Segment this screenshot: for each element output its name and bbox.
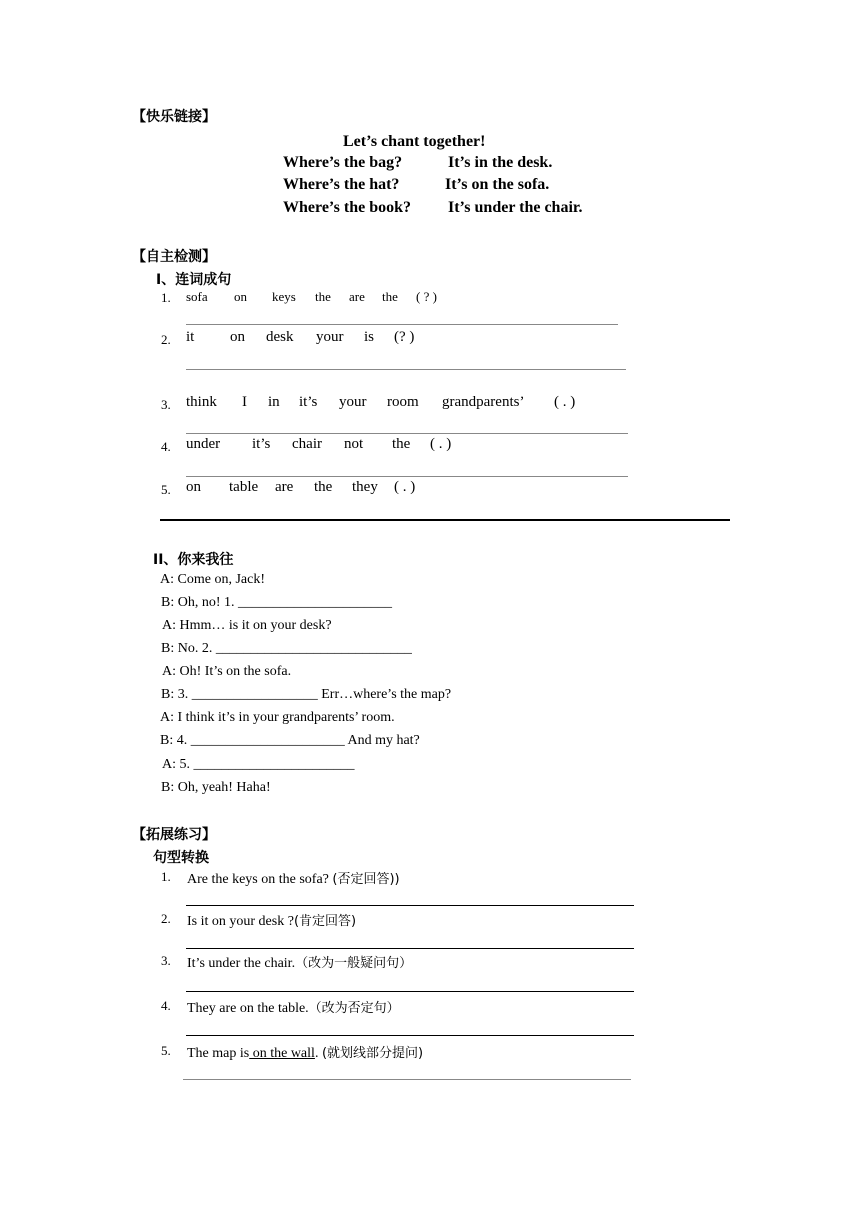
answer-line[interactable] (183, 1079, 631, 1080)
word: chair (292, 436, 322, 452)
chant-question: Where’s the hat? (283, 176, 400, 193)
dialogue-line: A: Come on, Jack! (160, 572, 265, 587)
word: the (315, 289, 331, 304)
scrambled-words (186, 394, 575, 411)
section-heading-self-check: 【自主检测】 (132, 249, 216, 265)
instruction: （改为否定句） (308, 1001, 400, 1016)
dialogue-line: B: 3. __________________ Err…where’s the map? (161, 687, 452, 702)
answer-line[interactable] (186, 948, 634, 949)
item-number: 1. (161, 869, 171, 884)
dialogue-line: B: No. 2. ____________________________ (161, 641, 412, 656)
sentence-transform-title: 句型转换 (153, 850, 209, 866)
sentence-text: Is it on your desk ? (187, 914, 294, 929)
chant-question: Where’s the bag? (283, 154, 403, 171)
transform-sentence (187, 868, 400, 888)
word: it’s (299, 394, 318, 410)
sentence-text: The map is (187, 1046, 250, 1061)
item-number: 3. (161, 953, 171, 968)
word: on (230, 329, 245, 345)
item-number: 3. (161, 397, 171, 412)
chant-answer: It’s under the chair. (448, 199, 583, 216)
item-number: 4. (161, 998, 171, 1013)
word: ( . ) (430, 436, 452, 452)
answer-line[interactable] (186, 991, 634, 992)
word: it (186, 329, 195, 345)
word: on (234, 289, 247, 304)
word: they (352, 479, 378, 495)
sentence-text: Are the keys on the sofa? (187, 872, 333, 887)
part1-title: Ⅰ、连词成句 (156, 272, 232, 288)
section-heading-extension: 【拓展练习】 (132, 827, 216, 843)
sentence-text: It’s under the chair. (187, 956, 296, 971)
word: desk (266, 329, 294, 345)
dialogue-line: A: 5. _______________________ (162, 757, 355, 772)
item-number: 2. (161, 911, 171, 926)
transform-sentence (187, 910, 356, 930)
word: under (186, 436, 221, 452)
word: in (268, 394, 280, 410)
answer-line[interactable] (160, 519, 730, 521)
transform-sentence (187, 952, 412, 972)
item-number: 5. (161, 482, 171, 497)
chant-answer: It’s on the sofa. (445, 176, 550, 193)
word: ( . ) (554, 394, 576, 410)
instruction: （改为一般疑问句） (295, 956, 413, 971)
item-number: 2. (161, 332, 171, 347)
word: think (186, 394, 217, 410)
word: on (186, 479, 201, 495)
word: I (242, 394, 247, 410)
word: table (229, 479, 259, 495)
word: grandparents’ (442, 394, 525, 410)
scrambled-words (186, 289, 437, 305)
sentence-text: They are on the table. (187, 1001, 309, 1016)
instruction: (肯定回答) (293, 914, 357, 929)
word: room (387, 394, 419, 410)
section-heading-happy-link: 【快乐链接】 (132, 109, 216, 125)
answer-line[interactable] (186, 905, 634, 906)
instruction: (否定回答)) (332, 872, 400, 887)
answer-line[interactable] (186, 324, 618, 325)
dialogue-line: B: Oh, yeah! Haha! (161, 780, 271, 795)
dialogue-line: B: 4. ______________________ And my hat? (160, 733, 420, 748)
dialogue-line: A: I think it’s in your grandparents’ room. (160, 710, 395, 725)
answer-line[interactable] (186, 369, 626, 370)
word: it’s (252, 436, 271, 452)
scrambled-words (186, 436, 451, 453)
word: are (275, 479, 294, 495)
item-number: 1. (161, 290, 171, 305)
word: the (314, 479, 333, 495)
transform-sentence (187, 997, 400, 1017)
word: are (349, 289, 365, 304)
answer-line[interactable] (186, 476, 628, 477)
underlined-phrase: on the wall (249, 1046, 315, 1061)
word: not (344, 436, 364, 452)
chant-answer: It’s in the desk. (448, 154, 553, 171)
chant-question: Where’s the book? (283, 199, 411, 216)
answer-line[interactable] (186, 433, 628, 434)
dialogue-line: B: Oh, no! 1. ______________________ (161, 595, 392, 610)
scrambled-words (186, 479, 415, 496)
word: ( ? ) (416, 289, 437, 304)
word: (? ) (394, 329, 415, 345)
instruction: (就划线部分提问) (321, 1046, 424, 1061)
item-number: 5. (161, 1043, 171, 1058)
sentence-text: . (314, 1046, 322, 1061)
word: sofa (186, 289, 208, 304)
answer-line[interactable] (186, 1035, 634, 1036)
word: the (392, 436, 411, 452)
part2-title: II、你来我往 (153, 552, 234, 568)
word: the (382, 289, 398, 304)
scrambled-words (186, 329, 414, 346)
chant-title: Let’s chant together! (343, 133, 486, 150)
transform-sentence (187, 1042, 423, 1062)
word: your (316, 329, 344, 345)
word: your (339, 394, 367, 410)
dialogue-line: A: Hmm… is it on your desk? (162, 618, 332, 633)
dialogue-line: A: Oh! It’s on the sofa. (162, 664, 292, 679)
word: is (364, 329, 375, 345)
word: ( . ) (394, 479, 416, 495)
word: keys (272, 289, 296, 304)
item-number: 4. (161, 439, 171, 454)
